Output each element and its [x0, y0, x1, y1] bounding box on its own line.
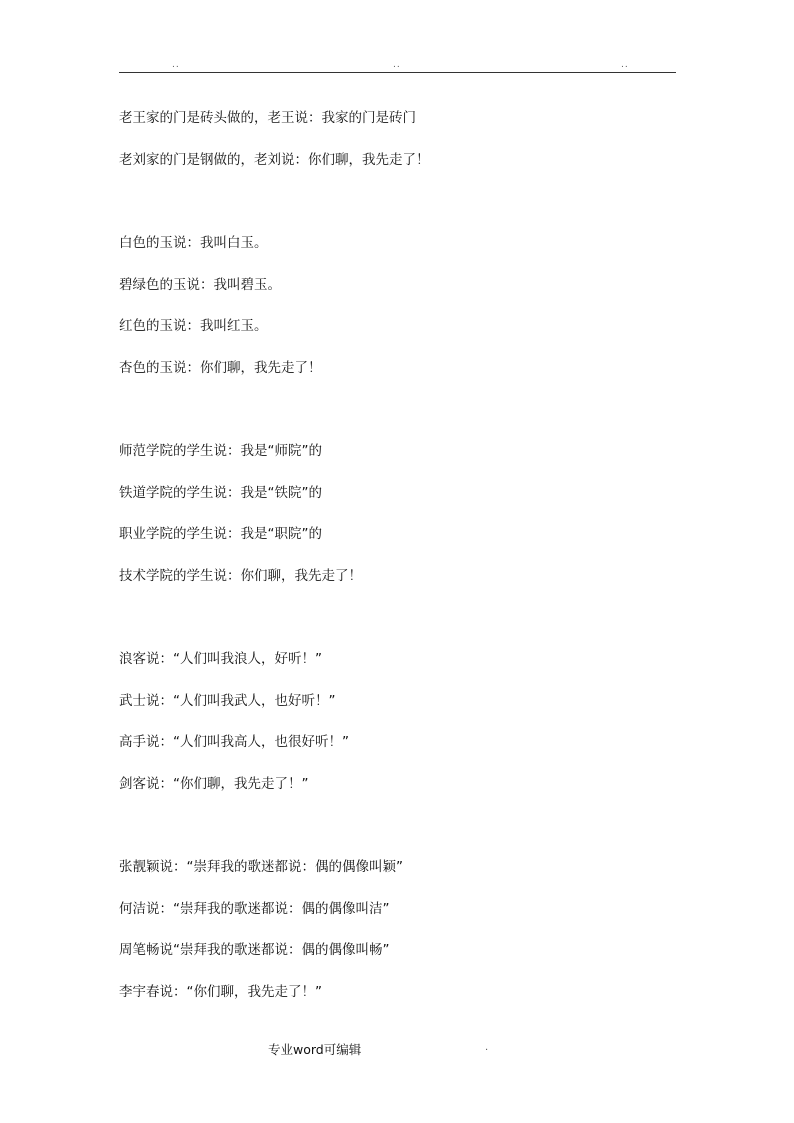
paragraph-line: 剑客说：“你们聊，我先走了！” — [119, 776, 309, 792]
header-mark-left: .. — [172, 60, 180, 70]
paragraph-line: 李宇春说：“你们聊，我先走了！” — [119, 984, 322, 1000]
paragraph-line: 高手说：“人们叫我高人，也很好听！” — [119, 734, 349, 750]
paragraph-line: 白色的玉说：我叫白玉。 — [119, 235, 268, 251]
paragraph-line: 周笔畅说“崇拜我的歌迷都说：偶的偶像叫畅” — [119, 942, 390, 958]
footer-mark: . — [485, 1042, 489, 1053]
paragraph-line: 武士说：“人们叫我武人，也好听！” — [119, 693, 336, 709]
paragraph-line: 老刘家的门是钢做的，老刘说：你们聊，我先走了！ — [119, 152, 430, 168]
footer-label: 专业word可编辑 — [268, 1042, 362, 1057]
paragraph-line: 何洁说：“崇拜我的歌迷都说：偶的偶像叫洁” — [119, 901, 390, 917]
header-divider — [119, 72, 676, 73]
header-mark-right: .. — [621, 60, 629, 70]
paragraph-line: 浪客说：“人们叫我浪人，好听！” — [119, 651, 322, 667]
paragraph-line: 张靓颖说：“崇拜我的歌迷都说：偶的偶像叫颖” — [119, 859, 403, 875]
paragraph-line: 师范学院的学生说：我是“师院”的 — [119, 443, 322, 459]
header-mark-center: .. — [393, 60, 401, 70]
paragraph-line: 职业学院的学生说：我是“职院”的 — [119, 526, 322, 542]
paragraph-line: 红色的玉说：我叫红玉。 — [119, 318, 268, 334]
paragraph-line: 杏色的玉说：你们聊，我先走了！ — [119, 360, 322, 376]
paragraph-line: 老王家的门是砖头做的，老王说：我家的门是砖门 — [119, 110, 416, 126]
paragraph-line: 碧绿色的玉说：我叫碧玉。 — [119, 277, 281, 293]
paragraph-line: 铁道学院的学生说：我是“铁院”的 — [119, 485, 322, 501]
paragraph-line: 技术学院的学生说：你们聊，我先走了！ — [119, 568, 362, 584]
